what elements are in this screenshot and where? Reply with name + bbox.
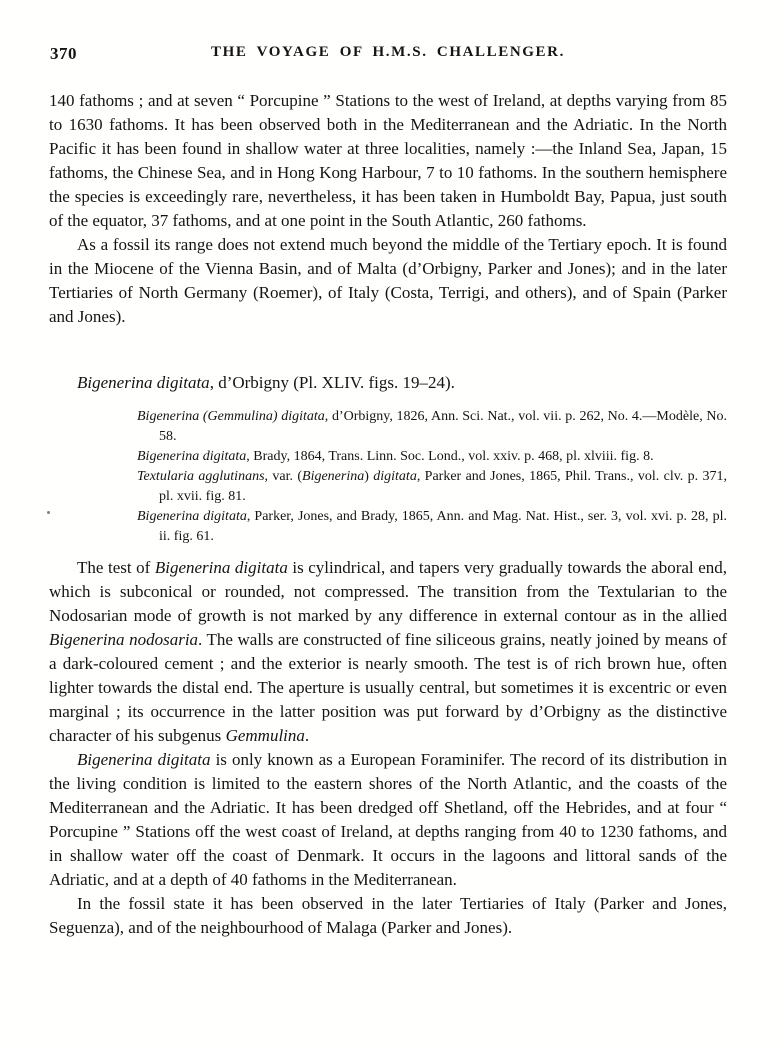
- running-title: THE VOYAGE OF H.M.S. CHALLENGER.: [211, 44, 565, 60]
- text-run: As a fossil its range does not extend much beyond the middle of the Tertiary epoch. It is found in the Miocene of the Vienna Basin, and of Malta (d’Orbigny, Parker and Jones); and in the later Tertiaries of North Germany (Roemer), of Italy (Costa, Terrigi, and others), and of Spain (Parker and Jones).: [49, 235, 727, 326]
- text-run: , Brady, 1864, Trans. Linn. Soc. Lond., vol. xxiv. p. 468, pl. xlviii. fig. 8.: [246, 449, 654, 464]
- page-text-block: [49, 89, 727, 940]
- italic-text-run: Bigenerina digitata: [154, 558, 288, 577]
- italic-text-run: Bigenerina digitata: [77, 750, 211, 769]
- intro-paragraph-2: [49, 233, 727, 329]
- text-run: In the fossil state it has been observed in the later Tertiaries of Italy (Parker and Jones, Seguenza), and of the neighbourhood of Malaga (Parker and Jones).: [49, 894, 727, 937]
- italic-text-run: Bigenerina nodosaria: [49, 630, 199, 649]
- synonymy-entry: [137, 507, 727, 547]
- text-run: 140 fathoms ; and at seven “ Porcupine ” Stations to the west of Ireland, at depths varying from 85 to 1630 fathoms. It has been observed both in the Mediterranean and the Adriatic. In the North Pacific it has been found in shallow water at three localities, namely :—the Inland Sea, Japan, 15 fathoms, the Chinese Sea, and in Hong Kong Harbour, 7 to 10 fathoms. In the southern hemisphere the species is exceedingly rare, nevertheless, it has been taken in Humboldt Bay, Papua, just south of the equator, 37 fathoms, and at one point in the South Atlantic, 260 fathoms.: [49, 91, 727, 230]
- body-paragraph-2: [49, 748, 727, 892]
- body-paragraph-1: [49, 556, 727, 748]
- text-run: , Parker, Jones, and Brady, 1865, Ann. and Mag. Nat. Hist., ser. 3, vol. xvi. p. 28, pl. ii. fig. 61.: [159, 509, 728, 544]
- synonymy-entry: [137, 407, 727, 447]
- italic-text-run: Bigenerina digitata: [137, 449, 247, 464]
- intro-paragraph-1: [49, 89, 727, 233]
- page-header: [50, 44, 726, 66]
- text-run: is only known as a European Foraminifer. The record of its distribution in the living condition is limited to the eastern shores of the North Atlantic, and the coasts of the Mediterranean and the Adriatic. It has been dredged off Shetland, off the Hebrides, and at four “ Porcupine ” Stations off the west coast of Ireland, at depths ranging from 40 to 1230 fathoms, and in shallow water off the coast of Denmark. It occurs in the lagoons and littoral sands of the Adriatic, and at a depth of 40 fathoms in the Mediterranean.: [49, 750, 727, 889]
- synonymy-entry: [137, 447, 727, 467]
- text-run: The test of: [77, 558, 155, 577]
- text-run: ): [364, 469, 374, 484]
- text-run: is cylindrical, and tapers very gradually towards the aboral end, which is subconical or rounded, not compressed. The transition from the Textularian to the Nodosarian mode of growth is not marked by any difference in external contour as in the allied: [49, 558, 727, 625]
- text-run: .: [304, 726, 310, 745]
- page-number: 370: [50, 44, 77, 63]
- italic-text-run: Bigenerina: [302, 469, 365, 484]
- text-run: . The walls are constructed of fine siliceous grains, neatly joined by means of a dark-coloured cement ; and the exterior is nearly smooth. The test is of rich brown hue, often lighter towards the distal end. The aperture is usually central, but sometimes it is excentric or even marginal ; its occurrence in the latter position was put forward by d’Orbigny as the distinctive character of his subgenus: [49, 630, 727, 745]
- synonymy-entry: [137, 467, 727, 507]
- italic-text-run: Textularia agglutinans: [137, 469, 265, 484]
- italic-text-run: Bigenerina digitata: [77, 373, 210, 392]
- scan-artifact-dot: [47, 511, 50, 514]
- italic-text-run: Bigenerina (Gemmulina) digitata: [137, 409, 325, 424]
- italic-text-run: Gemmulina: [225, 726, 305, 745]
- synonymy-list: [137, 407, 727, 547]
- species-heading: [77, 371, 727, 395]
- text-run: , var. (: [264, 469, 303, 484]
- text-run: , Parker and Jones, 1865, Phil. Trans., vol. clv. p. 371, pl. xvii. fig. 81.: [159, 469, 728, 504]
- body-paragraph-3: [49, 892, 727, 940]
- italic-text-run: digitata: [373, 469, 417, 484]
- text-run: , d’Orbigny, 1826, Ann. Sci. Nat., vol. vii. p. 262, No. 4.—Modèle, No. 58.: [159, 409, 727, 444]
- text-run: , d’Orbigny (Pl. XLIV. figs. 19–24).: [209, 373, 455, 392]
- italic-text-run: Bigenerina digitata: [137, 509, 247, 524]
